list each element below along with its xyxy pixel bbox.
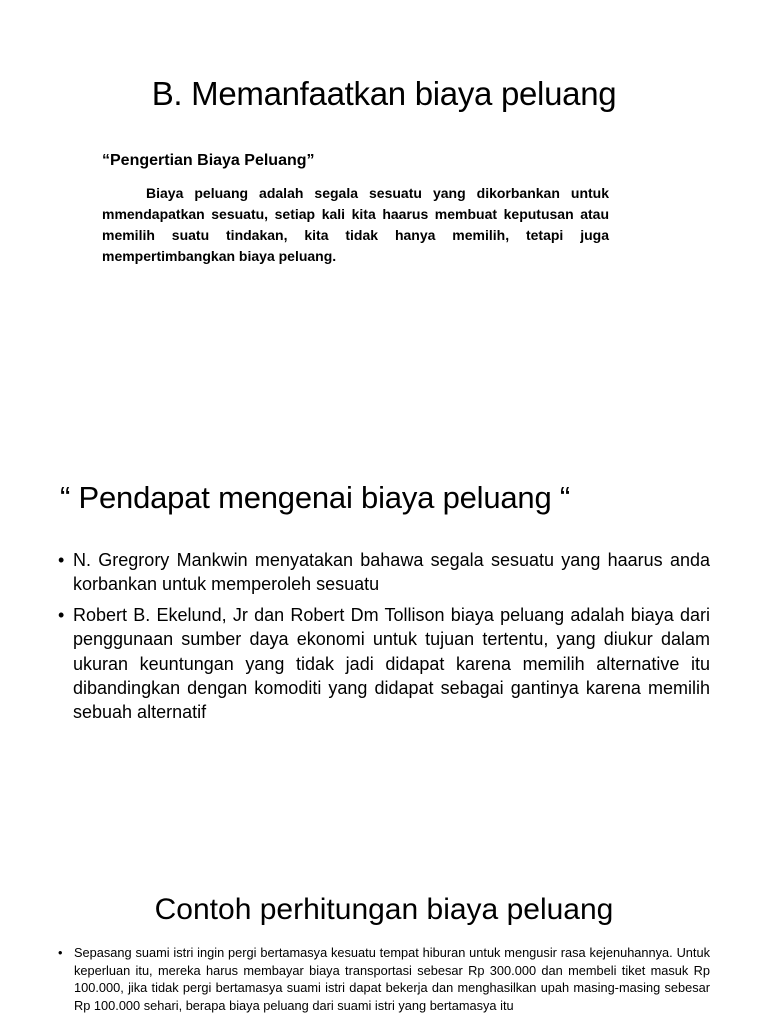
example-list [58, 944, 710, 1014]
bullet-icon: • [58, 945, 63, 960]
opinion-list [58, 548, 710, 731]
list-item [58, 944, 710, 1014]
definition-paragraph: Biaya peluang adalah segala sesuatu yang dikorbankan untuk mmendapatkan sesuatu, setiap kali kita haarus membuat keputusan atau memilih suatu tindakan, kita tidak hanya memilih, tetapi juga mempertimbangkan biaya peluang. [102, 185, 609, 264]
slide-pengertian [0, 0, 768, 436]
slide-title: “ Pendapat mengenai biaya peluang “ [60, 480, 571, 515]
list-item-text: Sepasang suami istri ingin pergi bertamasya kesuatu tempat hiburan untuk mengusir rasa kejenuhannya. Untuk keperluan itu, mereka harus membayar biaya transportasi sebesar Rp 300.000 dan membeli tiket masuk Rp 100.000, jika tidak pergi bertamasya suami istri dapat bekerja dan menghasilkan upah masing-masing sebesar Rp 100.000 sehari, berapa biaya peluang dari suami istri yang bertamasya itu [74, 945, 710, 1013]
slide-title: B. Memanfaatkan biaya peluang [151, 75, 617, 112]
bullet-icon: • [58, 604, 65, 625]
slide-title: Contoh perhitungan biaya peluang [154, 893, 614, 926]
list-item [58, 548, 710, 597]
section-subtitle: “Pengertian Biaya Peluang” [102, 152, 315, 169]
list-item-text: Robert B. Ekelund, Jr dan Robert Dm Tollison biaya peluang adalah biaya dari penggunaan sumber daya ekonomi untuk tujuan tertentu, yang diukur dalam ukuran keuntungan yang tidak jadi didapat karena memilih alternative itu dibandingkan dengan komoditi yang didapat sebagai gantinya karena memilih sebuah alternatif [73, 604, 710, 723]
list-item-text: N. Gregrory Mankwin menyatakan bahawa segala sesuatu yang haarus anda korbankan untuk memperoleh sesuatu [73, 550, 710, 595]
bullet-icon: • [58, 550, 65, 570]
slide-contoh [0, 856, 768, 1024]
slide-pendapat [0, 436, 768, 856]
list-item [58, 603, 710, 725]
